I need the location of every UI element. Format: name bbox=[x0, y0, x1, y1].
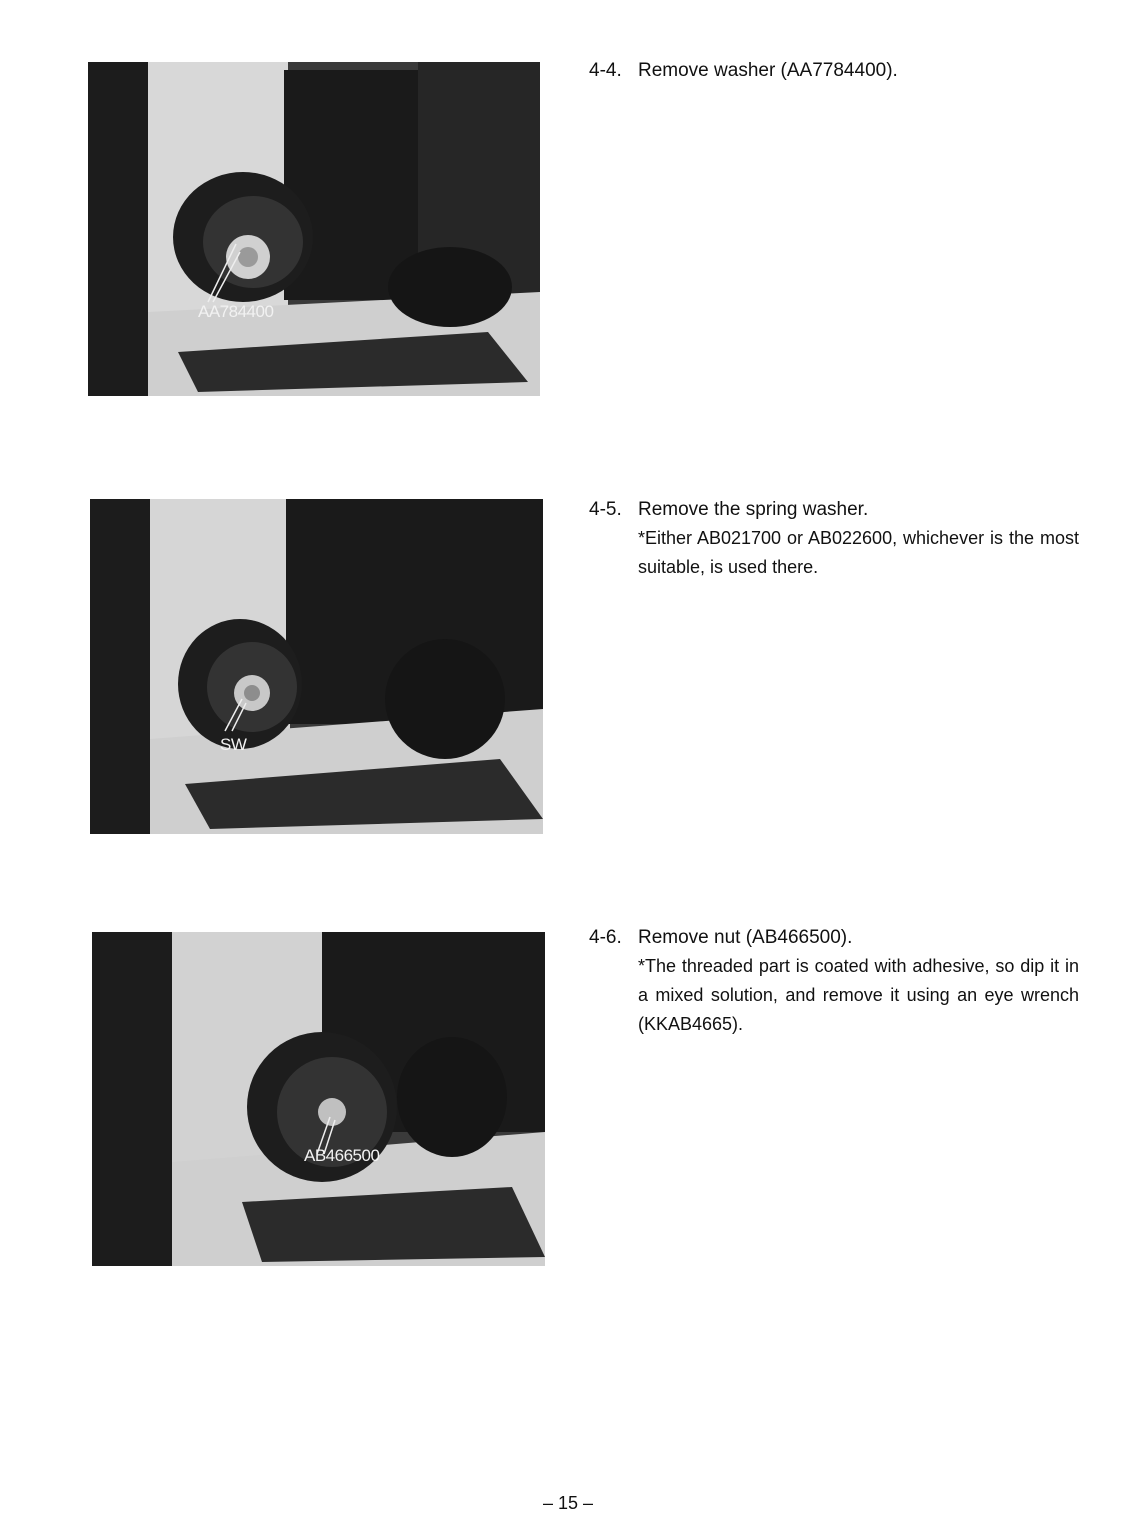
step-number: 4-5. bbox=[589, 499, 622, 520]
step-text: Remove washer (AA7784400). bbox=[638, 60, 898, 81]
photo-callout-label: AA784400 bbox=[198, 302, 274, 321]
step-4-4 bbox=[589, 56, 1079, 85]
photo-callout-label: AB466500 bbox=[304, 1146, 380, 1165]
step-text: Remove nut (AB466500). bbox=[638, 927, 853, 948]
step-note: *Either AB021700 or AB022600, whichever is the most suitable, is used there. bbox=[638, 528, 1079, 577]
step-heading bbox=[589, 495, 1079, 524]
step-note: *The threaded part is coated with adhesive, so dip it in a mixed solution, and remove it using an eye wrench (KKAB4665). bbox=[638, 956, 1079, 1034]
step-heading bbox=[589, 923, 1079, 952]
photo-step-4-6 bbox=[92, 932, 545, 1266]
machine-photo bbox=[92, 932, 545, 1266]
step-heading bbox=[589, 56, 1079, 85]
step-number: 4-6. bbox=[589, 927, 622, 948]
step-number: 4-4. bbox=[589, 60, 622, 81]
photo-step-4-4 bbox=[88, 62, 540, 396]
step-4-6 bbox=[589, 923, 1079, 1039]
machine-photo bbox=[88, 62, 540, 396]
page-number: – 15 – bbox=[542, 1493, 594, 1513]
photo-callout-label: SW bbox=[220, 735, 247, 754]
step-4-5 bbox=[589, 495, 1079, 582]
step-text: Remove the spring washer. bbox=[638, 499, 869, 520]
photo-step-4-5 bbox=[90, 499, 543, 834]
machine-photo bbox=[90, 499, 543, 834]
